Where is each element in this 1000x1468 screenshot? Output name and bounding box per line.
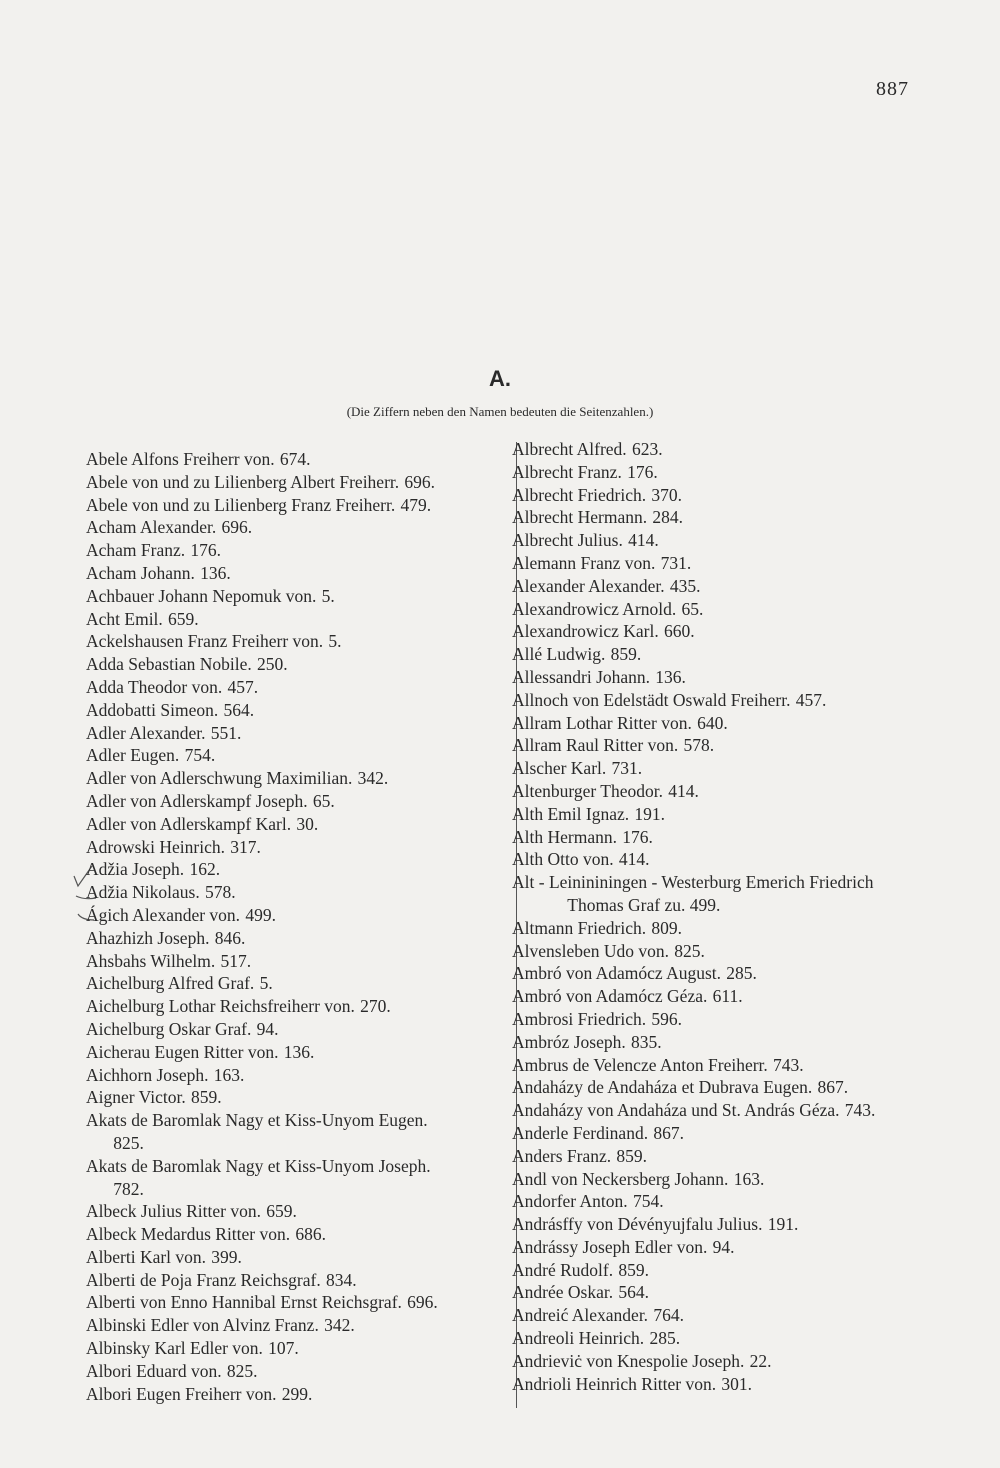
section-heading: A. [489,366,511,391]
entry-name: Aichelburg Oskar Graf. [86,1018,252,1039]
index-entry [512,529,875,552]
index-entry [86,608,438,631]
entry-page: 782. [113,1178,144,1199]
index-entry [512,871,875,917]
entry-name: Aichelburg Alfred Graf. [86,973,255,994]
entry-name: Andrássy Joseph Edler von. [512,1236,708,1257]
entry-page: 435. [669,575,701,596]
entry-name: Acham Franz. [86,540,186,561]
entry-page: 596. [651,1008,683,1029]
entry-name: Alberti de Poja Franz Reichsgraf. [86,1269,321,1290]
entry-page: 457. [227,676,259,697]
entry-page: 867. [817,1077,849,1098]
index-entry [86,1291,438,1314]
index-entry [512,1281,875,1304]
entry-page: 764. [653,1305,684,1326]
entry-page: 517. [220,950,252,971]
entry-name: Andaházy von Andaháza und St. András Géza. [512,1100,840,1121]
entry-page: 686. [295,1224,326,1245]
entry-name: Akats de Baromlak Nagy et Kiss-Unyom Eugen. [86,1110,428,1131]
entry-page: 5. [321,585,335,606]
entry-page: 30. [296,813,319,834]
entry-page: 743. [844,1100,876,1121]
index-entry [86,653,438,676]
entry-name: Ágich Alexander von. [86,904,241,925]
index-entry [86,1337,438,1360]
index-entry [512,1190,875,1213]
entry-page: 825. [226,1360,258,1381]
entry-page: 107. [268,1338,299,1359]
index-entry [86,1041,438,1064]
index-entry [512,1236,875,1259]
entry-name: Albori Eugen Freiherr von. [86,1383,277,1404]
entry-name: Alvensleben Udo von. [512,940,669,961]
entry-page: 250. [256,654,288,675]
entry-name: Adler Eugen. [86,745,180,766]
entry-page: 578. [204,882,236,903]
entry-name: Alberti von Enno Hannibal Ernst Reichsgraf. [86,1292,402,1313]
entry-name: Andaházy de Andaháza et Dubrava Eugen. [512,1077,813,1098]
entry-name: Albrecht Julius. [512,530,623,551]
entry-page: 94. [712,1236,735,1257]
index-entry [512,1168,875,1191]
entry-page: 696. [404,471,436,492]
index-entry [86,995,438,1018]
entry-page: 834. [325,1269,357,1290]
entry-name: Altenburger Theodor. [512,780,663,801]
entry-page: 640. [697,712,728,733]
index-entry [512,689,875,712]
index-entry [86,494,438,517]
entry-name: Andreić Alexander. [512,1305,649,1326]
index-entry [86,836,438,859]
entry-page: 578. [683,735,715,756]
entry-page: 136. [283,1041,315,1062]
index-entry [512,575,875,598]
index-entry [86,1109,438,1155]
entry-name: Abele Alfons Freiherr von. [86,449,275,469]
entry-name: Adler von Adlerschwung Maximilian. [86,768,353,789]
entry-name: Allnoch von Edelstädt Oswald Freiherr. [512,689,791,710]
index-entry [512,643,875,666]
entry-page: 342. [324,1315,355,1336]
entry-page: 65. [312,790,335,811]
entry-name: Altmann Friedrich. [512,917,647,938]
index-entry [86,1086,438,1109]
entry-page: 162. [189,859,221,880]
entry-name: Andrieviċ von Knespolie Joseph. [512,1350,745,1371]
entry-name: Aichhorn Joseph. [86,1064,209,1085]
entry-name: Ambró von Adamócz Géza. [512,986,708,1007]
entry-name: Ackelshausen Franz Freiherr von. [86,631,324,652]
entry-page: 342. [357,768,389,789]
index-entry [512,780,875,803]
index-entry [512,1076,875,1099]
entry-page: 191. [767,1214,799,1235]
entry-page: 370. [651,484,682,505]
entry-name: Alexandrowicz Arnold. [512,598,677,619]
entry-page: 825. [113,1132,144,1153]
index-entry [86,813,438,836]
entry-name: Andreoli Heinrich. [512,1328,645,1349]
entry-page: 825. [674,940,705,961]
entry-name: Alemann Franz von. [512,552,656,573]
index-entry [86,972,438,995]
entry-page: 846. [214,927,246,948]
entry-name: Anders Franz. [512,1145,612,1166]
entry-name: Ambrus de Velencze Anton Freiherr. [512,1054,768,1075]
index-entry [86,516,438,539]
entry-name: Acham Johann. [86,562,195,583]
entry-name: Albori Eduard von. [86,1360,222,1381]
entry-page: 659. [266,1201,297,1222]
entry-page: 564. [223,699,255,720]
entry-name: Adler Alexander. [86,722,206,743]
index-entry [512,848,875,871]
entry-name: Albinski Edler von Alvinz Franz. [86,1315,319,1336]
index-entry [86,699,438,722]
index-entry [512,461,875,484]
entry-page: 674. [279,449,311,469]
entry-name: Albeck Medardus Ritter von. [86,1224,291,1245]
index-entry [86,950,438,973]
index-entry [86,1269,438,1292]
index-entry [86,1200,438,1223]
index-entry [512,666,875,689]
entry-name: Aicherau Eugen Ritter von. [86,1041,279,1062]
entry-page: 301. [721,1373,753,1394]
entry-name: Adžia Joseph. [86,859,185,880]
entry-page: 859. [610,644,642,665]
index-entry [86,1360,438,1383]
entry-page: 499. [245,904,276,925]
index-entry [86,1064,438,1087]
entry-page: 859. [618,1259,649,1280]
index-entry [86,676,438,699]
entry-page: 414. [668,780,699,801]
entry-page: 5. [328,631,342,652]
entry-name: Ahsbahs Wilhelm. [86,950,216,971]
entry-page: 867. [653,1122,684,1143]
index-entry [512,1008,875,1031]
entry-name: Aigner Victor. [86,1087,186,1108]
entry-page: 176. [190,540,222,561]
entry-name: Andrioli Heinrich Ritter von. [512,1373,717,1394]
index-entry [86,471,438,494]
entry-page: 809. [651,917,683,938]
entry-name: Alth Hermann. [512,826,617,847]
index-entry [512,1259,875,1282]
index-entry [512,484,875,507]
index-entry [512,1304,875,1327]
entry-name: Allram Raul Ritter von. [512,735,679,756]
entry-name: Ambróz Joseph. [512,1031,626,1052]
index-entry [86,904,438,927]
index-entry [86,630,438,653]
entry-page: 284. [652,507,683,528]
index-entry [86,1383,438,1406]
entry-page: 176. [622,826,653,847]
index-entry [512,552,875,575]
entry-page: 285. [649,1328,681,1349]
section-note: (Die Ziffern neben den Namen bedeuten die Seitenzahlen.) [346,404,654,419]
entry-name: Albrecht Franz. [512,461,622,482]
entry-page: 163. [213,1064,245,1085]
entry-page: 285. [726,963,757,984]
entry-name: Albrecht Hermann. [512,507,648,528]
entry-page: 611. [712,986,743,1007]
entry-name: Allram Lothar Ritter von. [512,712,692,733]
entry-page: 660. [664,621,695,642]
index-entry [512,940,875,963]
index-entry [512,506,875,529]
index-entry [512,1099,875,1122]
entry-page: 414. [628,530,659,551]
entry-name: Aichelburg Lothar Reichsfreiherr von. [86,996,355,1017]
entry-page: 399. [211,1246,242,1267]
entry-page: 136. [200,562,231,583]
entry-name: Adda Theodor von. [86,676,223,697]
index-entry [512,826,875,849]
entry-page: 731. [660,552,692,573]
entry-name: Andrée Oskar. [512,1282,614,1303]
index-entry [512,803,875,826]
entry-page: 696. [221,517,253,538]
entry-name: Alberti Karl von. [86,1246,207,1267]
entry-name: Andl von Neckersberg Johann. [512,1168,729,1189]
entry-page: 457. [795,689,827,710]
entry-name: Allessandri Johann. [512,666,651,687]
entry-name: Alscher Karl. [512,758,607,779]
index-column-left [86,448,438,1405]
entry-page: 859. [190,1087,222,1108]
entry-page: 551. [210,722,242,743]
index-column-right [512,438,875,1395]
index-entry [512,1122,875,1145]
index-entry [86,539,438,562]
index-entry [512,734,875,757]
index-entry [86,562,438,585]
index-entry [512,1350,875,1373]
entry-name: Adda Sebastian Nobile. [86,654,252,675]
index-entry [86,585,438,608]
entry-page: 65. [681,598,704,619]
entry-page: 731. [611,758,643,779]
entry-name: Abele von und zu Lilienberg Albert Freiherr. [86,471,400,492]
entry-page: 859. [616,1145,648,1166]
entry-page: 696. [407,1292,438,1313]
index-entry [512,620,875,643]
entry-page: 176. [627,461,658,482]
index-entry [512,1031,875,1054]
index-entry [86,1155,438,1201]
entry-name: Ahazhizh Joseph. [86,927,210,948]
entry-page: 659. [168,608,199,629]
entry-page: 414. [618,849,650,870]
entry-name: Acham Alexander. [86,517,217,538]
index-entry [86,858,438,881]
entry-name: Andorfer Anton. [512,1191,628,1212]
index-entry [86,1018,438,1041]
entry-page: 191. [634,803,666,824]
entry-name: Alth Emil Ignaz. [512,803,630,824]
entry-name: Addobatti Simeon. [86,699,219,720]
index-entry [512,1054,875,1077]
index-entry [86,927,438,950]
entry-name: Alt - Leinininingen - Westerburg Emerich Friedrich [512,872,874,893]
entry-page: 317. [230,836,261,857]
index-entry [512,985,875,1008]
index-entry [512,917,875,940]
index-entry [86,1223,438,1246]
index-entry [512,1145,875,1168]
entry-name: Alexander Alexander. [512,575,665,596]
index-entry [86,744,438,767]
index-entry [86,881,438,904]
page-number: 887 [876,78,909,100]
entry-name: Ambrosi Friedrich. [512,1008,647,1029]
index-entry [512,962,875,985]
entry-name: Adler von Adlerskampf Karl. [86,813,292,834]
entry-page: 743. [773,1054,804,1075]
entry-page: 564. [618,1282,649,1303]
index-entry [86,1246,438,1269]
entry-name: Alexandrowicz Karl. [512,621,659,642]
index-entry [512,1327,875,1350]
entry-name: Allé Ludwig. [512,644,606,665]
entry-name: André Rudolf. [512,1259,614,1280]
index-entry [86,1314,438,1337]
entry-name: Adler von Adlerskampf Joseph. [86,790,308,811]
index-entry [512,1373,875,1396]
index-entry [86,790,438,813]
entry-page: 479. [400,494,432,515]
entry-name: Achbauer Johann Nepomuk von. [86,585,317,606]
entry-page: 94. [256,1018,279,1039]
entry-name: Albrecht Alfred. [512,439,627,459]
entry-page: 754. [632,1191,664,1212]
entry-page: 163. [733,1168,765,1189]
entry-name: Ambró von Adamócz August. [512,963,722,984]
entry-name: Albinsky Karl Edler von. [86,1338,263,1359]
entry-page: Thomas Graf zu. 499. [567,894,721,915]
index-entry [512,712,875,735]
index-entry [86,722,438,745]
index-entry [512,757,875,780]
entry-page: 754. [184,745,216,766]
index-entry [512,598,875,621]
entry-name: Andrásffy von Dévényujfalu Julius. [512,1214,763,1235]
entry-name: Akats de Baromlak Nagy et Kiss-Unyom Joseph. [86,1155,431,1176]
entry-page: 299. [281,1383,313,1404]
index-entry [86,448,438,471]
entry-name: Abele von und zu Lilienberg Franz Freiherr. [86,494,396,515]
index-entry [512,1213,875,1236]
entry-name: Acht Emil. [86,608,163,629]
entry-name: Adžia Nikolaus. [86,882,200,903]
index-entry [86,767,438,790]
entry-page: 270. [360,996,391,1017]
entry-page: 835. [630,1031,662,1052]
entry-name: Anderle Ferdinand. [512,1122,649,1143]
entry-page: 623. [631,439,663,459]
entry-name: Albeck Julius Ritter von. [86,1201,261,1222]
index-entry [512,438,875,461]
entry-name: Albrecht Friedrich. [512,484,647,505]
entry-page: 136. [655,666,686,687]
entry-name: Alth Otto von. [512,849,614,870]
entry-page: 5. [259,973,273,994]
entry-page: 22. [749,1350,772,1371]
entry-name: Adrowski Heinrich. [86,836,226,857]
